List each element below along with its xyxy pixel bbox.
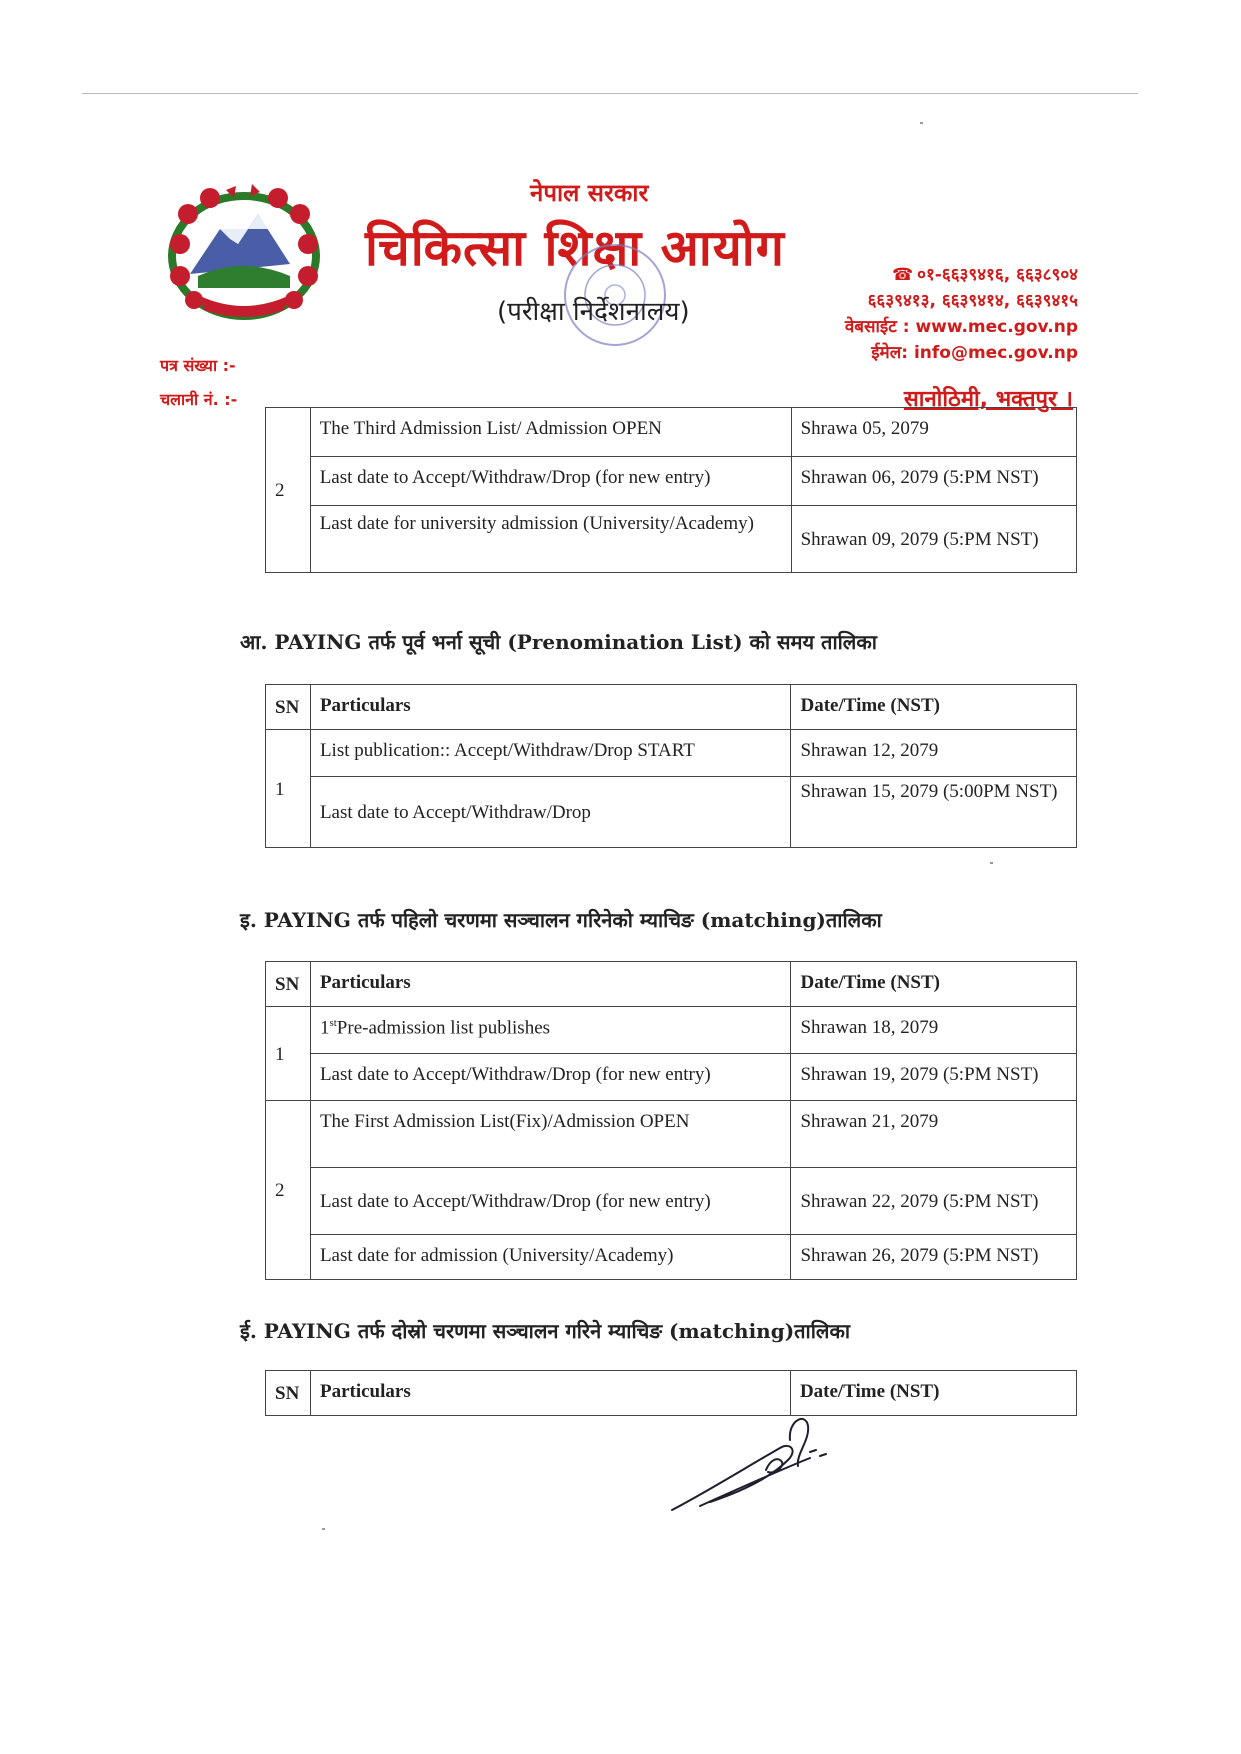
particular-cell: Last date for admission (University/Academy) <box>310 1235 791 1280</box>
particular-cell: Last date to Accept/Withdraw/Drop <box>310 777 791 848</box>
nepal-emblem-icon <box>160 184 328 324</box>
top-rule <box>82 93 1138 94</box>
scan-speck <box>920 122 923 124</box>
section-prefix: आ. <box>240 630 268 654</box>
sn-cell: 1 <box>266 730 311 848</box>
date-cell: Shrawan 12, 2079 <box>791 730 1077 777</box>
dispatch-no-label: चलानी नं. :- <box>160 390 238 409</box>
ordinal-number: 1 <box>319 1017 330 1039</box>
date-header: Date/Time (NST) <box>791 685 1077 730</box>
table-header-row <box>266 1371 1077 1416</box>
table-row <box>266 1101 1077 1168</box>
table-row <box>266 457 1077 506</box>
government-heading: नेपाल सरकार <box>530 179 649 207</box>
section-title: PAYING तर्फ दोस्रो चरणमा सञ्चालन गरिने म्याचिङ (matching)तालिका <box>263 1319 851 1343</box>
table-header-row <box>266 962 1077 1007</box>
phone-line-2: ६६३९४१३, ६६३९४१४, ६६३९४१५ <box>867 291 1078 311</box>
phone-icon: ☎ <box>891 265 914 285</box>
sn-header: SN <box>266 685 311 730</box>
particulars-header: Particulars <box>310 685 791 730</box>
table-row <box>266 777 1077 848</box>
table-row <box>266 1007 1077 1054</box>
date-header: Date/Time (NST) <box>791 962 1077 1007</box>
table-row <box>266 1054 1077 1101</box>
particulars-header: Particulars <box>310 962 791 1007</box>
table-header-row <box>266 685 1077 730</box>
website-line: वेबसाईट : www.mec.gov.np <box>844 317 1078 337</box>
section-heading-aa <box>240 628 877 655</box>
particular-cell: Last date to Accept/Withdraw/Drop (for new entry) <box>310 1054 791 1101</box>
date-cell: Shrawan 21, 2079 <box>791 1101 1077 1168</box>
date-cell: Shrawan 15, 2079 (5:00PM NST) <box>791 777 1077 848</box>
scan-speck <box>322 1528 325 1530</box>
letter-ref-label: पत्र संख्या :- <box>160 356 236 375</box>
date-cell: Shrawan 06, 2079 (5:PM NST) <box>791 457 1076 506</box>
phone-line <box>845 262 1078 288</box>
particular-cell <box>310 1007 791 1054</box>
date-cell: Shrawa 05, 2079 <box>791 408 1076 457</box>
particular-cell: The Third Admission List/ Admission OPEN <box>310 408 791 457</box>
date-header: Date/Time (NST) <box>790 1371 1076 1416</box>
contact-block <box>845 262 1078 366</box>
section-title: PAYING तर्फ पहिलो चरणमा सञ्चालन गरिनेको म्याचिङ (matching)तालिका <box>263 908 882 932</box>
section-prefix: इ. <box>240 908 257 932</box>
table-row <box>266 408 1077 457</box>
scan-speck <box>990 862 993 864</box>
sn-header: SN <box>266 962 311 1007</box>
ordinal-suffix: st <box>329 1017 337 1029</box>
prenomination-schedule-table <box>265 684 1077 848</box>
section-prefix: ई. <box>240 1319 257 1343</box>
email-line: ईमेल: info@mec.gov.np <box>871 343 1078 363</box>
table-row <box>266 1235 1077 1280</box>
table-row <box>266 730 1077 777</box>
particular-cell: Last date to Accept/Withdraw/Drop (for new entry) <box>310 1168 791 1235</box>
table-row <box>266 506 1077 573</box>
particular-cell: Last date to Accept/Withdraw/Drop (for new entry) <box>310 457 791 506</box>
date-cell: Shrawan 09, 2079 (5:PM NST) <box>791 506 1076 573</box>
particular-cell: The First Admission List(Fix)/Admission OPEN <box>310 1101 791 1168</box>
section-title: PAYING तर्फ पूर्व भर्ना सूची (Prenomination List) को समय तालिका <box>274 630 877 654</box>
continuation-schedule-table <box>265 407 1077 573</box>
particulars-header: Particulars <box>310 1371 790 1416</box>
particular-cell: Last date for university admission (University/Academy) <box>310 506 791 573</box>
sn-cell: 1 <box>266 1007 311 1101</box>
date-cell: Shrawan 19, 2079 (5:PM NST) <box>791 1054 1077 1101</box>
particular-text: Pre-admission list publishes <box>336 1017 551 1039</box>
directorate-subtitle: (परीक्षा निर्देशनालय) <box>497 297 690 327</box>
sn-header: SN <box>266 1371 311 1416</box>
commission-title: चिकित्सा शिक्षा आयोग <box>365 219 785 277</box>
date-cell: Shrawan 22, 2079 (5:PM NST) <box>791 1168 1077 1235</box>
sn-cell: 2 <box>266 408 311 573</box>
first-round-matching-table <box>265 961 1077 1280</box>
section-heading-i <box>240 906 882 933</box>
phone-numbers: ०१-६६३९४१६, ६६३८९०४ <box>917 265 1078 285</box>
signature-icon <box>670 1410 840 1520</box>
sn-cell: 2 <box>266 1101 311 1280</box>
date-cell: Shrawan 26, 2079 (5:PM NST) <box>791 1235 1077 1280</box>
table-row <box>266 1168 1077 1235</box>
particular-cell: List publication:: Accept/Withdraw/Drop START <box>310 730 791 777</box>
section-heading-ii <box>240 1317 850 1344</box>
office-place: सानोठिमी, भक्तपुर । <box>903 387 1073 412</box>
date-cell: Shrawan 18, 2079 <box>791 1007 1077 1054</box>
